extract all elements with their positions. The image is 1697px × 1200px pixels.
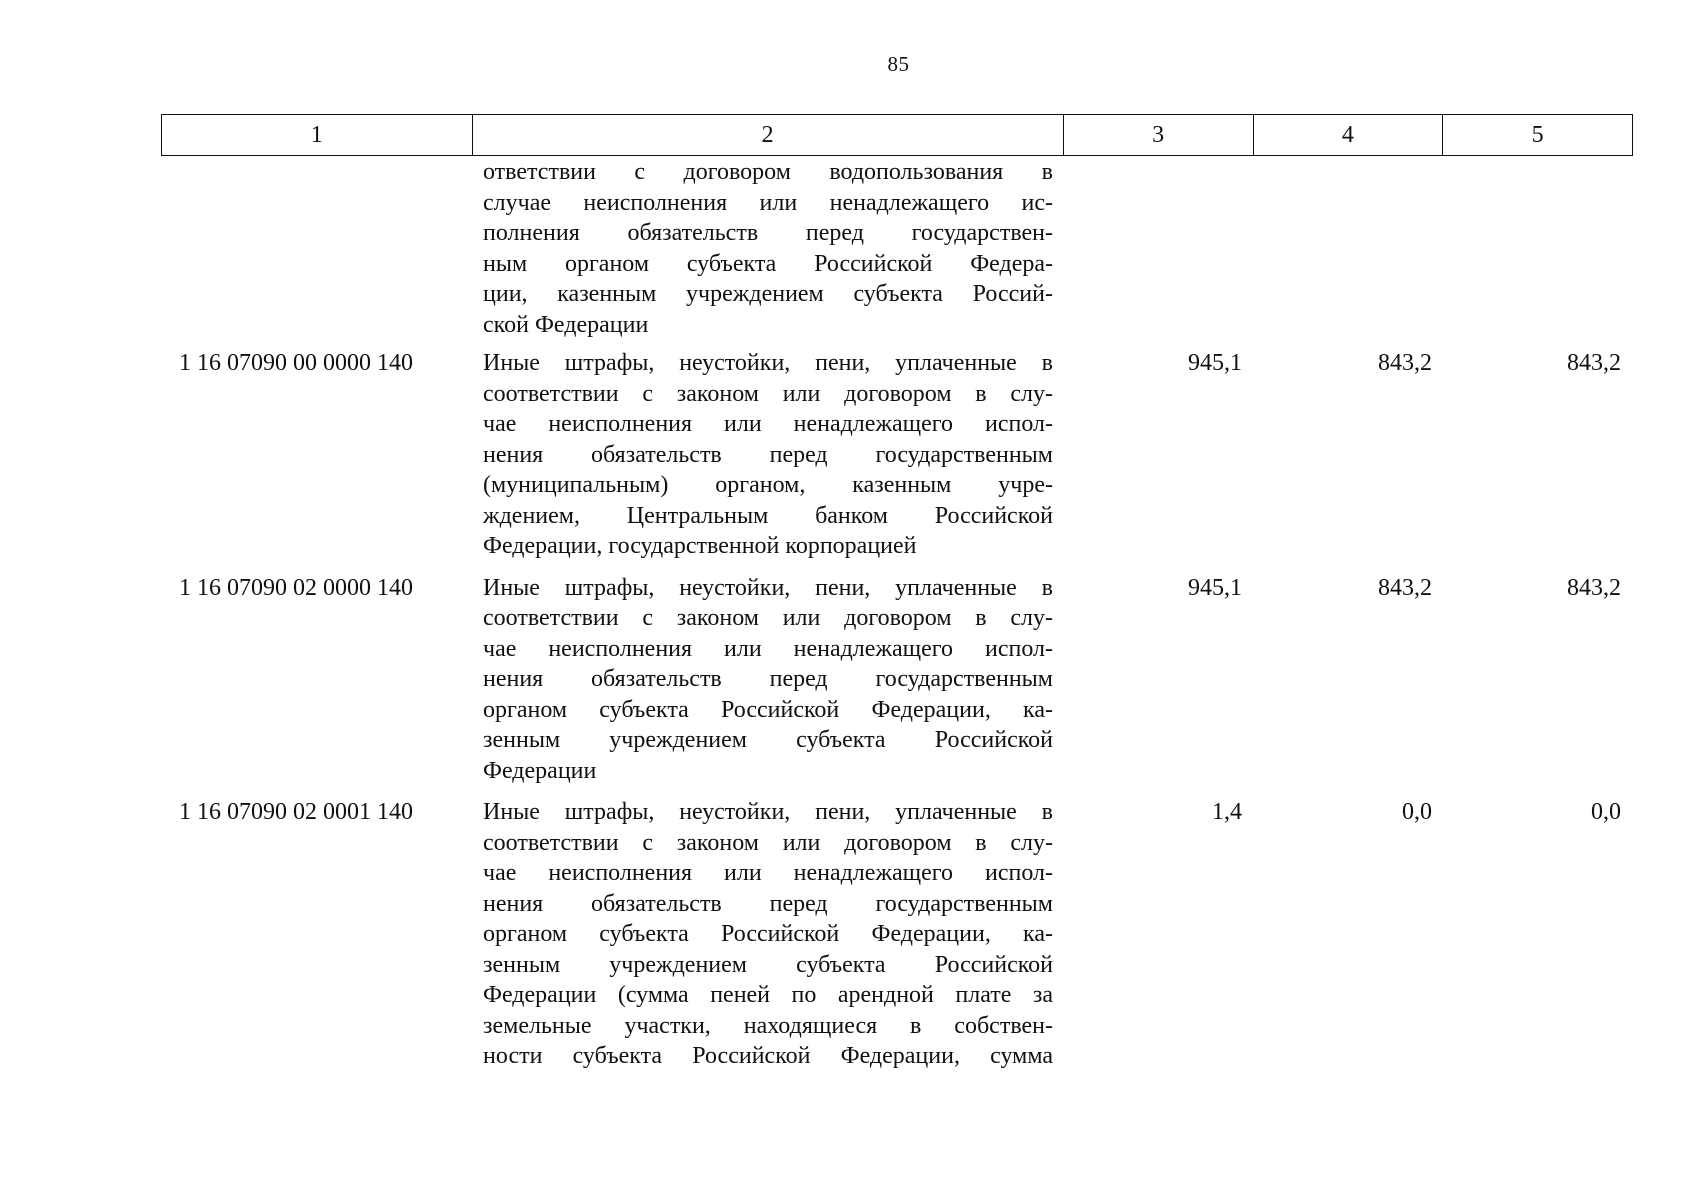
description-line: ской Федерации bbox=[483, 311, 649, 338]
value-col-4: 843,2 bbox=[1378, 574, 1432, 601]
table-row bbox=[161, 348, 1633, 562]
table-row bbox=[161, 573, 1633, 787]
description-line: чае неисполнения или ненадлежащего испол- bbox=[483, 411, 1053, 437]
budget-code: 1 16 07090 02 0000 140 bbox=[179, 574, 413, 601]
description-cell bbox=[472, 573, 1064, 787]
description-line: полнения обязательств перед государствен- bbox=[483, 220, 1053, 246]
description-line: соответствии с законом или договором в слу- bbox=[483, 380, 1053, 407]
budget-code: 1 16 07090 00 0000 140 bbox=[179, 350, 413, 376]
value-col-3: 1,4 bbox=[1212, 799, 1242, 825]
description-line: органом субъекта Российской Федерации, ка- bbox=[483, 921, 1053, 947]
value-col-5: 0,0 bbox=[1591, 799, 1621, 825]
header-col-2: 2 bbox=[473, 115, 1064, 155]
description-line: Иные штрафы, неустойки, пени, уплаченные в bbox=[483, 799, 1053, 825]
description-line: Федерации bbox=[483, 757, 597, 784]
table-body bbox=[161, 157, 1633, 1072]
description-line: случае неисполнения или ненадлежащего ис- bbox=[483, 189, 1053, 216]
table-row-continuation bbox=[161, 157, 1633, 340]
budget-table bbox=[161, 114, 1633, 1072]
description-line: нения обязательств перед государственным bbox=[483, 666, 1053, 692]
header-col-1: 1 bbox=[162, 115, 473, 155]
table-row bbox=[161, 797, 1633, 1072]
description-line: Федерации, государственной корпорацией bbox=[483, 533, 917, 559]
description-line: зенным учреждением субъекта Российской bbox=[483, 727, 1053, 753]
value-col-3: 945,1 bbox=[1188, 350, 1242, 376]
description-line: ответствии с договором водопользования в bbox=[483, 159, 1053, 185]
description-line: чае неисполнения или ненадлежащего испол- bbox=[483, 635, 1053, 662]
description-line: соответствии с законом или договором в слу- bbox=[483, 605, 1053, 631]
description-line: ции, казенным учреждением субъекта Россий- bbox=[483, 281, 1053, 307]
description-line: нения обязательств перед государственным bbox=[483, 441, 1053, 468]
description-line: ждением, Центральным банком Российской bbox=[483, 502, 1053, 529]
budget-code: 1 16 07090 02 0001 140 bbox=[179, 799, 413, 825]
value-col-4: 0,0 bbox=[1402, 799, 1432, 825]
description-line: органом субъекта Российской Федерации, ка- bbox=[483, 696, 1053, 723]
header-col-4: 4 bbox=[1254, 115, 1444, 155]
value-col-5: 843,2 bbox=[1567, 574, 1621, 601]
header-col-5: 5 bbox=[1531, 121, 1544, 148]
code-cell-empty bbox=[161, 157, 472, 340]
description-line: ным органом субъекта Российской Федера- bbox=[483, 250, 1053, 277]
value-col-3: 945,1 bbox=[1188, 574, 1242, 601]
description-line: соответствии с законом или договором в слу- bbox=[483, 829, 1053, 856]
description-line: земельные участки, находящиеся в собствен- bbox=[483, 1012, 1053, 1039]
page-number: 85 bbox=[887, 52, 910, 76]
description-line: нения обязательств перед государственным bbox=[483, 890, 1053, 917]
description-line: Иные штрафы, неустойки, пени, уплаченные в bbox=[483, 574, 1053, 601]
value-col-5: 843,2 bbox=[1567, 350, 1621, 376]
description-line: (муниципальным) органом, казенным учре- bbox=[483, 472, 1053, 498]
value-col-4: 843,2 bbox=[1378, 350, 1432, 376]
description-line: ности субъекта Российской Федерации, сумма bbox=[483, 1043, 1053, 1069]
description-line: зенным учреждением субъекта Российской bbox=[483, 951, 1053, 978]
description-cell bbox=[472, 157, 1064, 340]
description-line: Иные штрафы, неустойки, пени, уплаченные в bbox=[483, 350, 1053, 376]
description-cell bbox=[472, 797, 1064, 1072]
description-line: Федерации (сумма пеней по арендной плате за bbox=[483, 982, 1053, 1008]
header-col-3: 3 bbox=[1064, 115, 1254, 155]
description-cell bbox=[472, 348, 1064, 562]
description-line: чае неисполнения или ненадлежащего испол- bbox=[483, 860, 1053, 886]
table-header-row bbox=[161, 114, 1633, 156]
